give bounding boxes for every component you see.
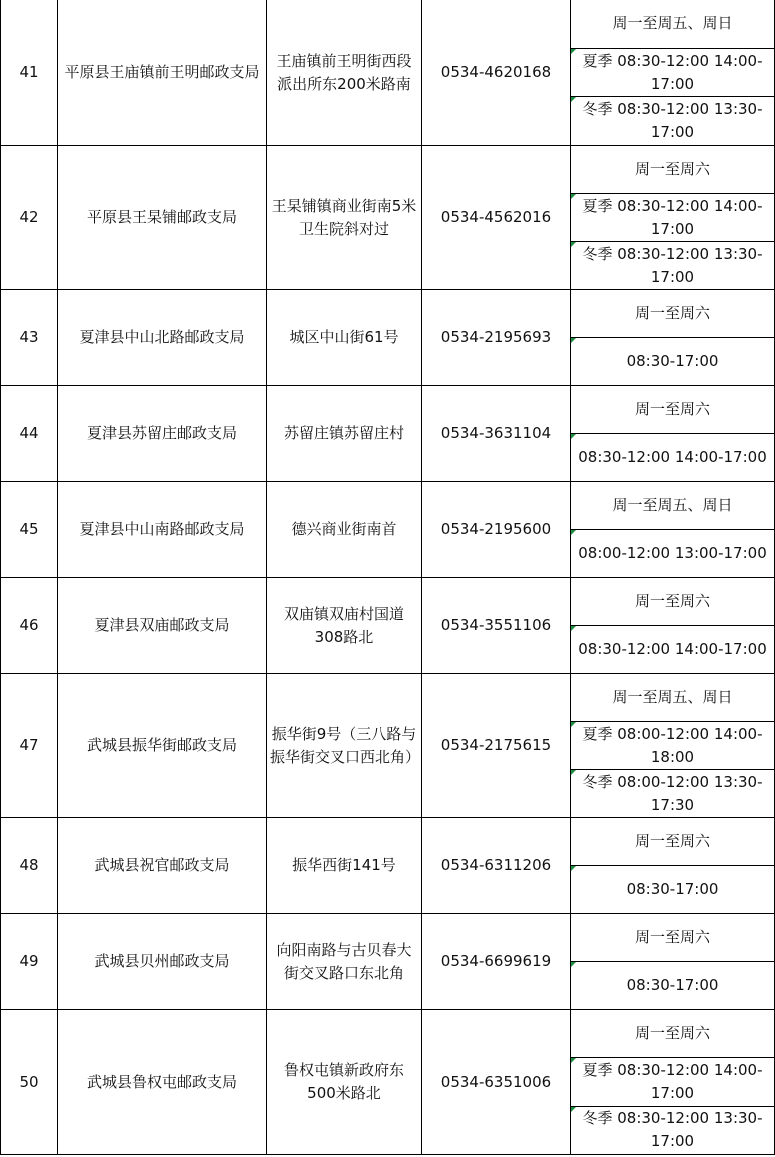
office-phone: 0534-4620168 [422, 0, 571, 145]
table-row [0, 386, 775, 482]
row-number: 41 [0, 0, 58, 145]
hours-summer: 夏季 08:30-12:00 14:00-17:00 [571, 49, 774, 98]
hours-summer: 夏季 08:30-12:00 14:00-17:00 [571, 1058, 774, 1106]
office-address: 城区中山街61号 [267, 290, 422, 385]
office-phone: 0534-6351006 [422, 1010, 571, 1154]
office-address: 王杲铺镇商业街南5米卫生院斜对过 [267, 146, 422, 289]
hours-winter: 冬季 08:30-12:00 13:30-17:00 [571, 97, 774, 145]
office-name: 武城县鲁权屯邮政支局 [58, 1010, 267, 1154]
hours-winter: 冬季 08:30-12:00 13:30-17:00 [571, 242, 774, 289]
office-phone: 0534-4562016 [422, 146, 571, 289]
business-hours [571, 482, 775, 577]
office-phone: 0534-3551106 [422, 578, 571, 673]
office-address: 振华街9号（三八路与振华街交叉口西北角） [267, 674, 422, 817]
row-number: 45 [0, 482, 58, 577]
table-row [0, 914, 775, 1010]
table-row [0, 146, 775, 290]
office-phone: 0534-6699619 [422, 914, 571, 1009]
row-number: 48 [0, 818, 58, 913]
business-hours [571, 578, 775, 673]
office-name: 武城县贝州邮政支局 [58, 914, 267, 1009]
hours-days: 周一至周六 [571, 914, 774, 962]
table-row [0, 674, 775, 818]
hours-summer: 夏季 08:00-12:00 14:00-18:00 [571, 722, 774, 770]
hours-time: 08:30-12:00 14:00-17:00 [571, 434, 774, 481]
hours-days: 周一至周六 [571, 386, 774, 434]
hours-days: 周一至周六 [571, 818, 774, 866]
hours-time: 08:30-17:00 [571, 866, 774, 913]
office-address: 鲁权屯镇新政府东500米路北 [267, 1010, 422, 1154]
office-name: 夏津县中山北路邮政支局 [58, 290, 267, 385]
row-number: 42 [0, 146, 58, 289]
hours-days: 周一至周五、周日 [571, 674, 774, 722]
hours-days: 周一至周五、周日 [571, 0, 774, 49]
hours-time: 08:00-12:00 13:00-17:00 [571, 530, 774, 577]
hours-time: 08:30-12:00 14:00-17:00 [571, 626, 774, 673]
row-number: 47 [0, 674, 58, 817]
office-phone: 0534-2195600 [422, 482, 571, 577]
business-hours [571, 914, 775, 1009]
hours-time: 08:30-17:00 [571, 338, 774, 385]
office-address: 向阳南路与古贝春大街交叉路口东北角 [267, 914, 422, 1009]
office-name: 夏津县苏留庄邮政支局 [58, 386, 267, 481]
hours-summer: 夏季 08:30-12:00 14:00-17:00 [571, 194, 774, 242]
table-row [0, 482, 775, 578]
hours-days: 周一至周六 [571, 290, 774, 338]
office-name: 夏津县双庙邮政支局 [58, 578, 267, 673]
hours-time: 08:30-17:00 [571, 962, 774, 1009]
row-number: 50 [0, 1010, 58, 1154]
business-hours [571, 0, 775, 145]
hours-days: 周一至周六 [571, 146, 774, 194]
office-phone: 0534-2195693 [422, 290, 571, 385]
office-phone: 0534-6311206 [422, 818, 571, 913]
office-address: 王庙镇前王明街西段派出所东200米路南 [267, 0, 422, 145]
office-phone: 0534-2175615 [422, 674, 571, 817]
table-row [0, 0, 775, 146]
table-row [0, 290, 775, 386]
office-address: 双庙镇双庙村国道308路北 [267, 578, 422, 673]
office-address: 振华西街141号 [267, 818, 422, 913]
row-number: 44 [0, 386, 58, 481]
business-hours [571, 146, 775, 289]
table-row [0, 1010, 775, 1155]
table-row [0, 578, 775, 674]
hours-winter: 冬季 08:30-12:00 13:30-17:00 [571, 1107, 774, 1154]
table-row [0, 818, 775, 914]
business-hours [571, 386, 775, 481]
row-number: 49 [0, 914, 58, 1009]
business-hours [571, 1010, 775, 1154]
office-name: 武城县祝官邮政支局 [58, 818, 267, 913]
office-phone: 0534-3631104 [422, 386, 571, 481]
row-number: 46 [0, 578, 58, 673]
office-name: 平原县王杲铺邮政支局 [58, 146, 267, 289]
office-address: 德兴商业街南首 [267, 482, 422, 577]
hours-days: 周一至周六 [571, 1010, 774, 1058]
business-hours [571, 818, 775, 913]
business-hours [571, 290, 775, 385]
office-name: 平原县王庙镇前王明邮政支局 [58, 0, 267, 145]
hours-winter: 冬季 08:00-12:00 13:30-17:30 [571, 770, 774, 817]
office-name: 武城县振华街邮政支局 [58, 674, 267, 817]
hours-days: 周一至周五、周日 [571, 482, 774, 530]
office-address: 苏留庄镇苏留庄村 [267, 386, 422, 481]
office-name: 夏津县中山南路邮政支局 [58, 482, 267, 577]
hours-days: 周一至周六 [571, 578, 774, 626]
row-number: 43 [0, 290, 58, 385]
business-hours [571, 674, 775, 817]
